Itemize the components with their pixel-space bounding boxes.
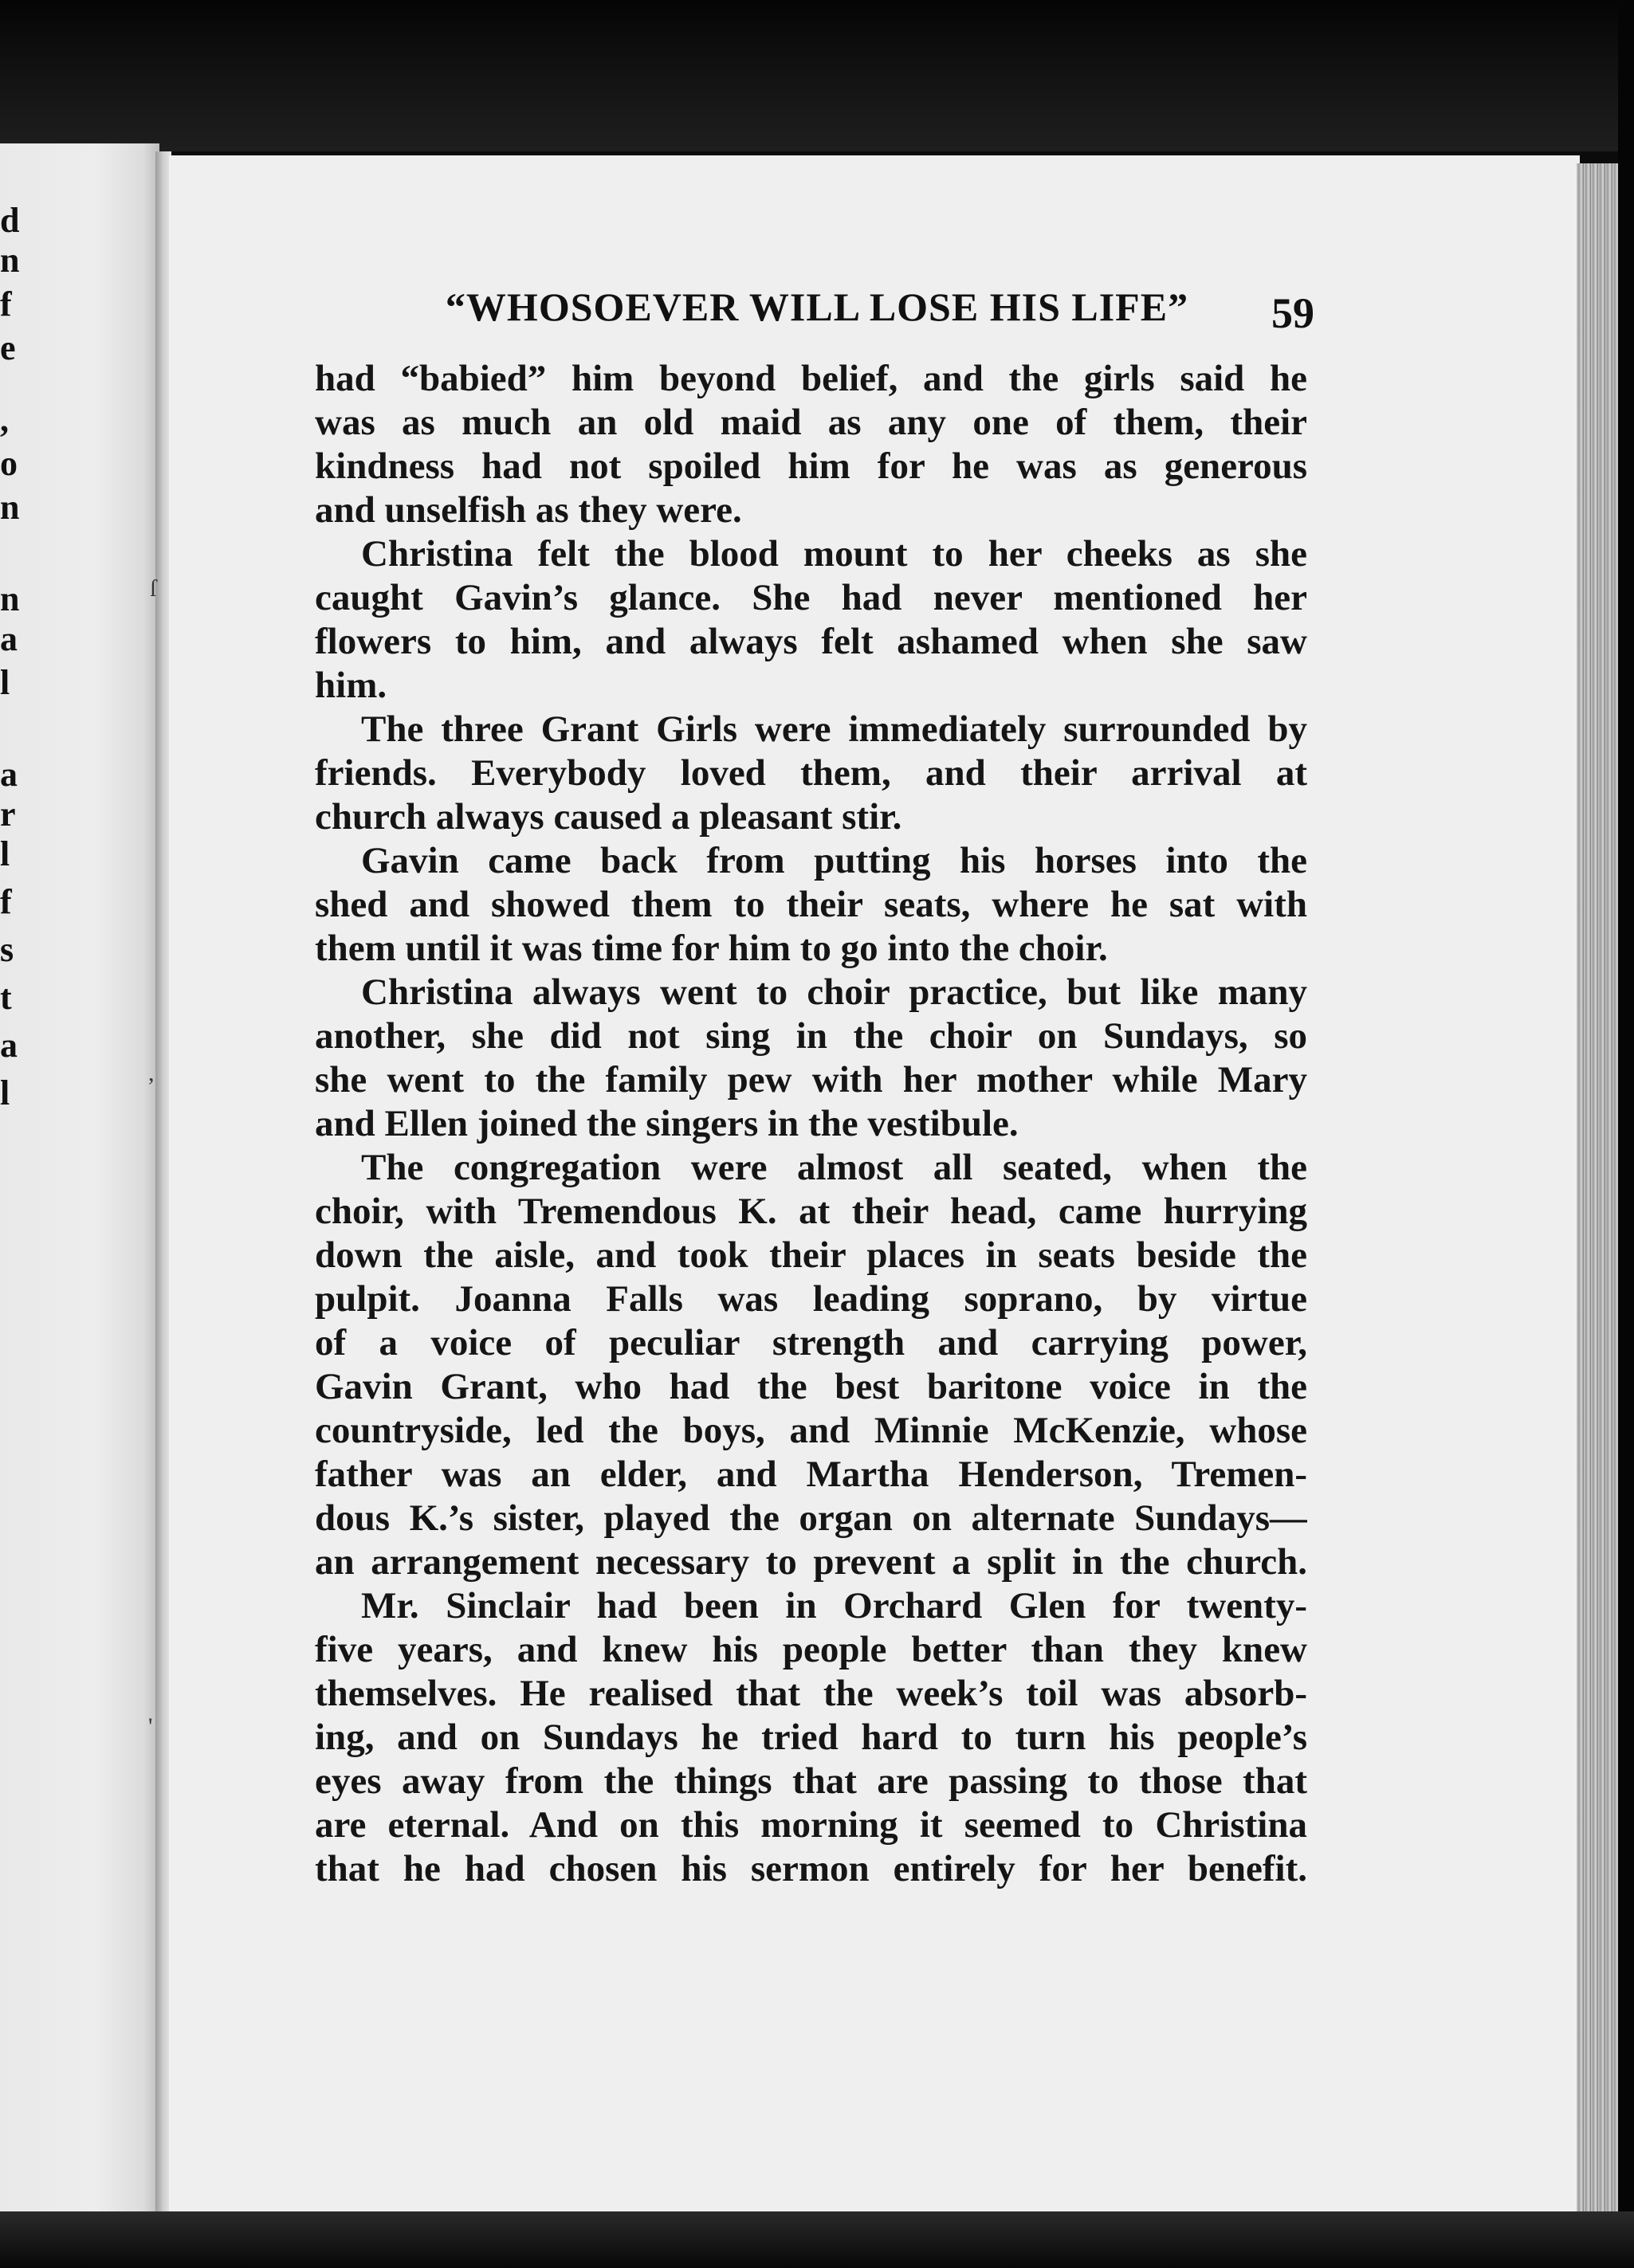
text-line: was as much an old maid as any one of them, their: [315, 402, 1307, 443]
text-line: she went to the family pew with her mother while Mary: [315, 1059, 1307, 1101]
text-line: ing, and on Sundays he tried hard to turn his people’s: [315, 1717, 1307, 1758]
facing-page-letter: l: [0, 834, 10, 873]
margin-mark: ': [148, 1713, 153, 1740]
facing-page-letter: o: [0, 444, 18, 483]
facing-page-letter: n: [0, 241, 20, 280]
text-line: pulpit. Joanna Falls was leading soprano, by virtue: [315, 1278, 1307, 1320]
text-line: friends. Everybody loved them, and their arrival at: [315, 752, 1307, 794]
text-line: and Ellen joined the singers in the vestibule.: [315, 1103, 1019, 1144]
facing-page-edge: [0, 143, 159, 2223]
text-line: another, she did not sing in the choir on Sundays, so: [315, 1015, 1307, 1057]
text-line: Christina felt the blood mount to her cheeks as she: [361, 533, 1307, 575]
facing-page-letter: d: [0, 201, 20, 240]
text-line: The three Grant Girls were immediately surrounded by: [361, 708, 1307, 750]
top-scan-shadow: [0, 0, 1634, 151]
text-line: him.: [315, 665, 387, 706]
facing-page-letter: e: [0, 328, 16, 367]
text-line: dous K.’s sister, played the organ on alternate Sundays—: [315, 1497, 1307, 1539]
text-line: that he had chosen his sermon entirely for her benefit.: [315, 1848, 1307, 1889]
text-line: them until it was time for him to go into the choir.: [315, 928, 1108, 969]
page-number: 59: [1271, 289, 1314, 337]
facing-page-letter: f: [0, 284, 12, 324]
text-line: church always caused a pleasant stir.: [315, 796, 902, 838]
facing-page-letter: n: [0, 579, 20, 618]
body-text: [315, 357, 1307, 1891]
text-line: Mr. Sinclair had been in Orchard Glen for twenty-: [361, 1585, 1307, 1626]
text-line: down the aisle, and took their places in seats beside the: [315, 1234, 1307, 1276]
page-stack-edge: [1577, 163, 1618, 2227]
text-line: are eternal. And on this morning it seemed to Christina: [315, 1804, 1307, 1846]
text-line: caught Gavin’s glance. She had never mentioned her: [315, 577, 1307, 618]
bottom-scan-shadow: [0, 2211, 1634, 2268]
facing-page-letter: ,: [0, 400, 9, 439]
text-line: five years, and knew his people better than they knew: [315, 1629, 1307, 1670]
text-line: and unselfish as they were.: [315, 489, 742, 531]
facing-page-letter: n: [0, 488, 20, 527]
text-line: themselves. He realised that the week’s toil was absorb-: [315, 1673, 1307, 1714]
text-line: countryside, led the boys, and Minnie McKenzie, whose: [315, 1410, 1307, 1451]
facing-page-letter: r: [0, 795, 16, 834]
facing-page-letter: s: [0, 930, 14, 969]
running-title: “WHOSOEVER WILL LOSE HIS LIFE”: [445, 284, 1189, 329]
margin-mark: ſ: [150, 575, 157, 602]
facing-page-letter: l: [0, 1073, 10, 1112]
text-line: shed and showed them to their seats, where he sat with: [315, 884, 1307, 925]
facing-page-letter: t: [0, 978, 12, 1017]
text-line: had “babied” him beyond belief, and the girls said he: [315, 358, 1307, 399]
text-line: kindness had not spoiled him for he was as generous: [315, 445, 1307, 487]
text-line: Gavin Grant, who had the best baritone voice in the: [315, 1366, 1307, 1407]
text-line: of a voice of peculiar strength and carrying power,: [315, 1322, 1307, 1364]
facing-page-letter: a: [0, 755, 18, 794]
scan-border-right: [1618, 0, 1634, 2268]
text-line: father was an elder, and Martha Henderson, Tremen-: [315, 1454, 1307, 1495]
text-line: The congregation were almost all seated, when the: [361, 1147, 1307, 1188]
text-line: eyes away from the things that are passing to those that: [315, 1760, 1307, 1802]
margin-mark: ,: [148, 1060, 155, 1086]
facing-page-letter: l: [0, 663, 10, 702]
text-line: choir, with Tremendous K. at their head, came hurrying: [315, 1191, 1307, 1232]
facing-page-letter: a: [0, 1026, 18, 1065]
text-line: Christina always went to choir practice, but like many: [361, 971, 1307, 1013]
text-line: an arrangement necessary to prevent a split in the church.: [315, 1541, 1307, 1583]
facing-page-letter: a: [0, 619, 18, 658]
facing-page-letter: f: [0, 882, 12, 921]
text-line: Gavin came back from putting his horses into the: [361, 840, 1307, 881]
text-line: flowers to him, and always felt ashamed when she saw: [315, 621, 1307, 662]
